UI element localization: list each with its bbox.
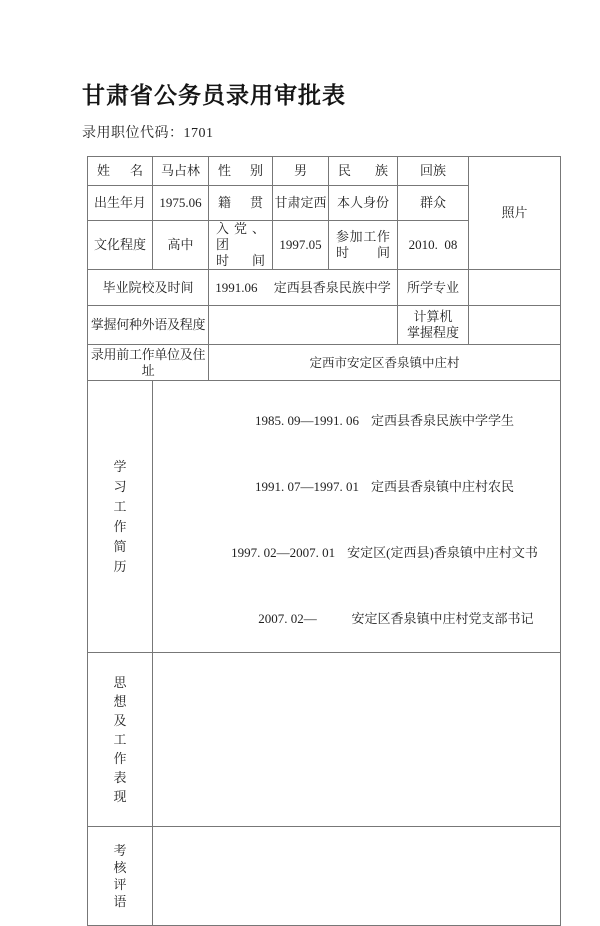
computer-label-line2: 掌握程度 bbox=[406, 325, 459, 340]
education-label: 文化程度 bbox=[88, 221, 153, 270]
education-value: 高中 bbox=[153, 221, 209, 270]
resume-label-cell bbox=[88, 381, 153, 653]
thought-label-cell bbox=[88, 653, 153, 827]
ethnic-label-cell bbox=[329, 157, 398, 186]
resume-entry bbox=[158, 586, 560, 652]
resume-entry bbox=[158, 454, 560, 520]
appraisal-content-cell bbox=[153, 827, 561, 926]
row-appraisal bbox=[88, 827, 561, 926]
party-time-label-cell bbox=[209, 221, 273, 270]
resume-entry-desc: 安定区(定西县)香泉镇中庄村文书 bbox=[347, 545, 538, 560]
birth-value: 1975.06 bbox=[153, 186, 209, 221]
row-prev-work bbox=[88, 345, 561, 381]
photo-placeholder: 照片 bbox=[469, 157, 561, 270]
gender-value: 男 bbox=[273, 157, 329, 186]
work-time-label-cell bbox=[329, 221, 398, 270]
native-place-value: 甘肃定西 bbox=[273, 186, 329, 221]
name-label-cell bbox=[88, 157, 153, 186]
party-time-label-line2: 时间 bbox=[216, 253, 265, 268]
appraisal-label: 考核评语 bbox=[113, 843, 127, 909]
resume-entry-desc: 定西县香泉镇中庄村农民 bbox=[370, 479, 514, 494]
name-value: 马占林 bbox=[153, 157, 209, 186]
native-place-label: 籍贯 bbox=[218, 195, 263, 210]
row-resume bbox=[88, 381, 561, 653]
computer-value bbox=[469, 306, 561, 345]
identity-value: 群众 bbox=[398, 186, 469, 221]
row-name bbox=[88, 157, 561, 186]
school-value: 1991.06 定西县香泉民族中学 bbox=[209, 270, 398, 306]
prev-work-value: 定西市安定区香泉镇中庄村 bbox=[209, 345, 561, 381]
work-time-label-line1: 参加工作 bbox=[336, 229, 390, 244]
identity-label: 本人身份 bbox=[329, 186, 398, 221]
language-value bbox=[209, 306, 398, 345]
resume-entry-desc: 定西县香泉民族中学学生 bbox=[370, 413, 514, 428]
party-time-value: 1997.05 bbox=[273, 221, 329, 270]
prev-work-label: 录用前工作单位及住址 bbox=[88, 345, 209, 381]
resume-entry-period: 1997. 02—2007. 01 bbox=[231, 545, 336, 560]
computer-label-line1: 计算机 bbox=[413, 309, 453, 324]
resume-entry-period: 2007. 02— bbox=[258, 611, 317, 626]
gender-label-cell bbox=[209, 157, 273, 186]
major-label: 所学专业 bbox=[398, 270, 469, 306]
resume-entry bbox=[158, 520, 560, 586]
gender-label: 性别 bbox=[218, 163, 263, 178]
row-school bbox=[88, 270, 561, 306]
row-thought bbox=[88, 653, 561, 827]
appraisal-label-cell bbox=[88, 827, 153, 926]
language-label: 掌握何种外语及程度 bbox=[88, 306, 209, 345]
row-language bbox=[88, 306, 561, 345]
computer-label-cell bbox=[398, 306, 469, 345]
resume-label: 学习工作简历 bbox=[113, 458, 127, 574]
name-label: 姓名 bbox=[97, 163, 143, 178]
birth-label: 出生年月 bbox=[88, 186, 153, 221]
native-place-label-cell bbox=[209, 186, 273, 221]
resume-entry bbox=[158, 388, 560, 454]
ethnic-value: 回族 bbox=[398, 157, 469, 186]
resume-content-cell bbox=[153, 381, 561, 653]
thought-content-cell bbox=[153, 653, 561, 827]
page-title: 甘肃省公务员录用审批表 bbox=[82, 82, 346, 108]
position-code: 录用职位代码：1701 bbox=[82, 126, 214, 141]
resume-entry-period: 1991. 07—1997. 01 bbox=[254, 479, 359, 494]
resume-entries bbox=[153, 381, 560, 652]
school-label: 毕业院校及时间 bbox=[88, 270, 209, 306]
work-time-value: 2010. 08 bbox=[398, 221, 469, 270]
work-time-label-line2: 时间 bbox=[336, 245, 390, 260]
major-value bbox=[469, 270, 561, 306]
resume-entry-period: 1985. 09—1991. 06 bbox=[254, 413, 359, 428]
resume-entry-desc: 安定区香泉镇中庄村党支部书记 bbox=[351, 611, 534, 626]
approval-form-table bbox=[87, 156, 561, 926]
party-time-label-line1: 入党、团 bbox=[216, 221, 265, 252]
ethnic-label: 民族 bbox=[338, 163, 388, 178]
thought-label: 思想及工作表现 bbox=[113, 675, 127, 804]
